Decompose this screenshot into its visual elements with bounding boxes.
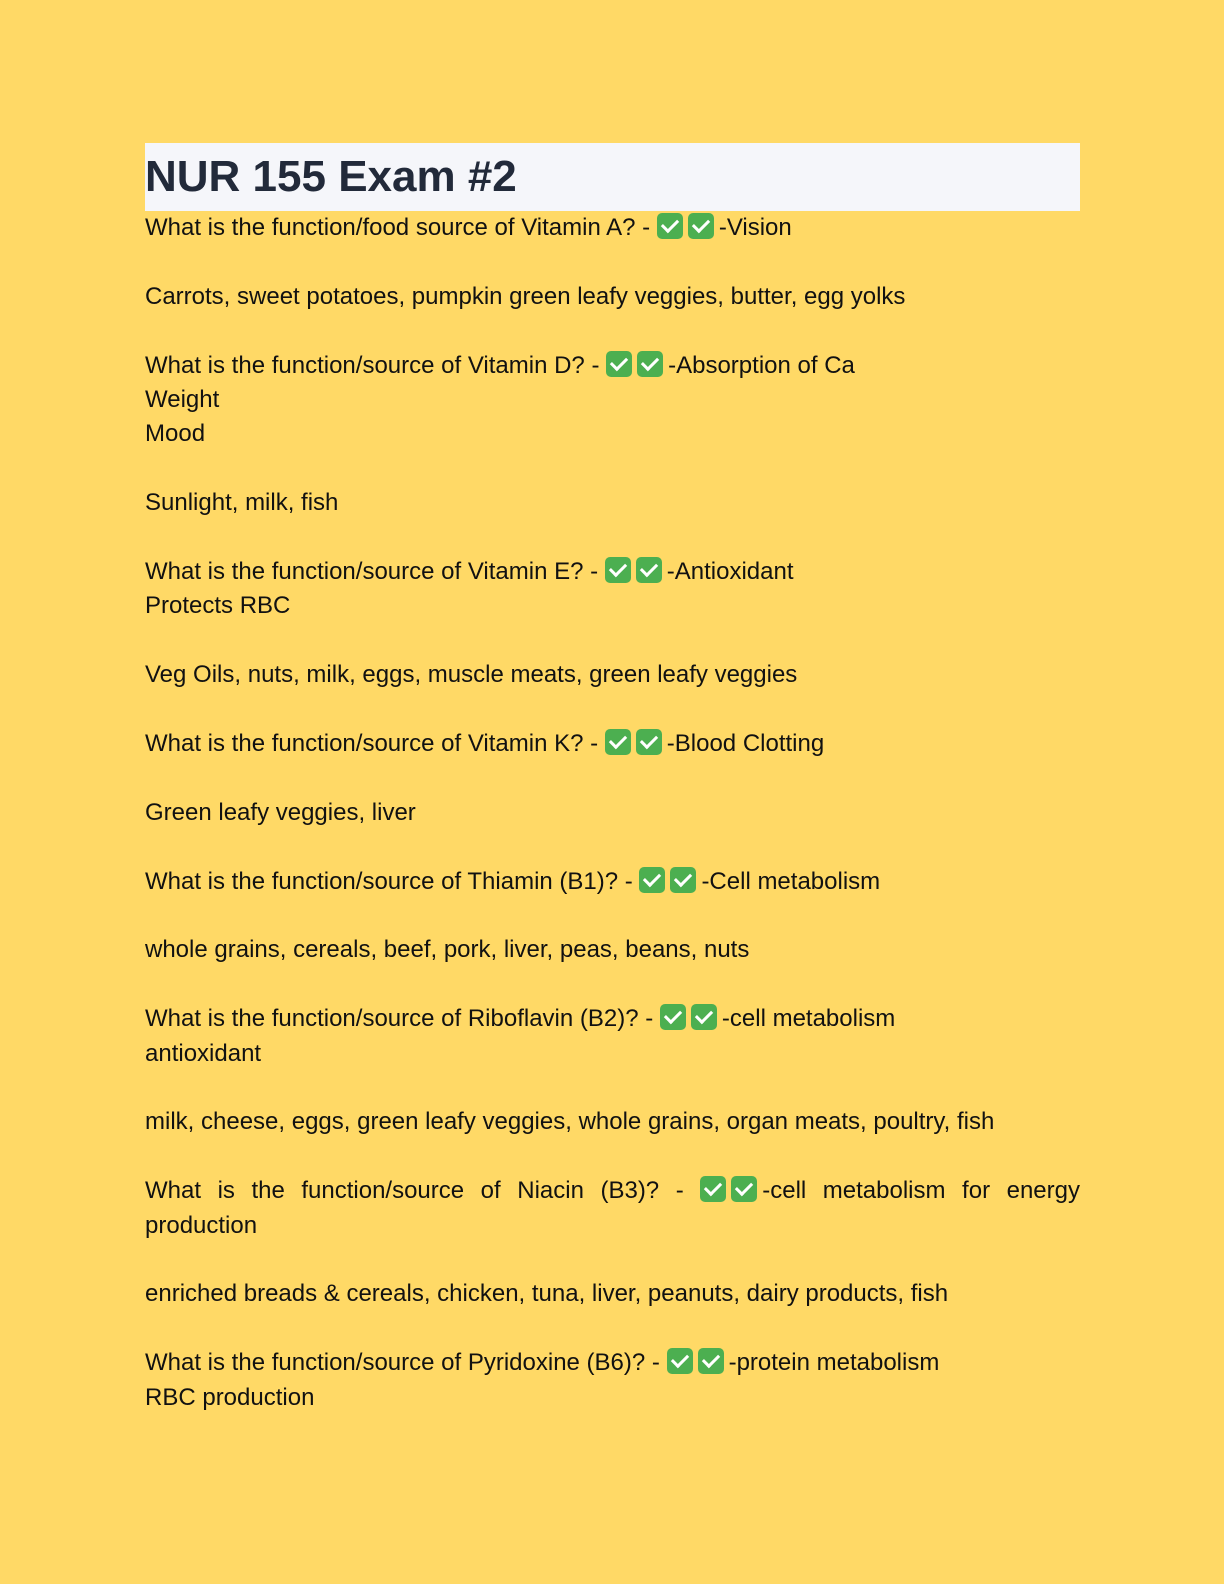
- source-paragraph: [145, 1105, 1080, 1139]
- document-page: [145, 143, 1080, 1449]
- flashcard: [145, 1002, 1080, 1071]
- question-text: What is the function/source of Vitamin K? -: [145, 730, 605, 757]
- answer-text: -Blood Clotting: [666, 730, 825, 757]
- answer-text: -cell metabolism for energy: [762, 1177, 1080, 1205]
- question-text: What is the function/source of Pyridoxine (B6)? -: [145, 1349, 667, 1377]
- check-mark-icon: [667, 1348, 693, 1374]
- check-mark-icon: [605, 557, 631, 583]
- question-text: What is the function/source of Riboflavin (B2)? -: [145, 1005, 660, 1033]
- question-text: What is the function/source of Niacin (B3)? -: [145, 1177, 701, 1205]
- source-paragraph: [145, 796, 1080, 830]
- check-mark-icon: [637, 351, 663, 377]
- check-mark-icon: [731, 1176, 757, 1202]
- answer-text: -protein metabolism: [728, 1349, 940, 1377]
- check-mark-icon: [636, 729, 662, 755]
- source-paragraph: [145, 486, 1080, 520]
- source-text: Green leafy veggies, liver: [145, 798, 416, 826]
- question-line: [145, 727, 1080, 761]
- question-line: [145, 211, 1080, 245]
- check-mark-icon: [660, 1004, 686, 1030]
- answer-marker: [639, 865, 701, 899]
- answer-marker: [700, 1174, 762, 1208]
- check-mark-icon: [605, 729, 631, 755]
- answer-marker: [657, 211, 719, 245]
- answer-marker: [660, 1002, 722, 1036]
- question-line: [145, 349, 1080, 383]
- question-line: [145, 1002, 1080, 1036]
- answer-marker: [667, 1346, 729, 1380]
- flashcard: [145, 865, 1080, 899]
- source-text: Veg Oils, nuts, milk, eggs, muscle meats, green leafy veggies: [145, 661, 798, 689]
- page-title: NUR 155 Exam #2: [145, 152, 517, 201]
- flashcard: [145, 211, 1080, 245]
- check-mark-icon: [636, 557, 662, 583]
- check-mark-icon: [639, 867, 665, 893]
- flashcard: [145, 349, 1080, 452]
- answer-marker: [605, 727, 667, 761]
- answer-line: production: [145, 1211, 258, 1239]
- check-mark-icon: [657, 213, 683, 239]
- answer-line: Protects RBC: [145, 592, 291, 620]
- answer-text: -Cell metabolism: [701, 867, 881, 895]
- source-paragraph: [145, 658, 1080, 692]
- source-text: Carrots, sweet potatoes, pumpkin green leafy veggies, butter, egg yolks: [145, 282, 906, 310]
- question-text: What is the function/source of Vitamin E? -: [145, 558, 605, 585]
- check-mark-icon: [698, 1348, 724, 1374]
- check-mark-icon: [700, 1176, 726, 1202]
- check-mark-icon: [691, 1004, 717, 1030]
- answer-text: -Absorption of Ca: [668, 351, 855, 379]
- flashcard: [145, 1346, 1080, 1415]
- flashcard: [145, 555, 1080, 624]
- answer-marker: [605, 555, 667, 589]
- question-line: [145, 1346, 1080, 1380]
- check-mark-icon: [688, 213, 714, 239]
- answer-line: RBC production: [145, 1383, 315, 1411]
- flashcard: [145, 727, 1080, 761]
- answer-text: -Vision: [718, 214, 792, 241]
- question-text: What is the function/food source of Vitamin A? -: [145, 214, 657, 241]
- answer-text: -cell metabolism: [721, 1005, 896, 1033]
- source-paragraph: [145, 280, 1080, 314]
- title-bar: [145, 143, 1080, 211]
- flashcard-list: [145, 211, 1080, 1415]
- answer-marker: [606, 349, 668, 383]
- answer-line: antioxidant: [145, 1039, 262, 1067]
- question-text: What is the function/source of Thiamin (B1)? -: [145, 867, 640, 895]
- answer-line: Weight: [145, 386, 220, 413]
- question-line: [145, 865, 1080, 899]
- source-text: enriched breads & cereals, chicken, tuna, liver, peanuts, dairy products, fish: [145, 1280, 949, 1308]
- question-line: [145, 1174, 1080, 1208]
- flashcard: [145, 1174, 1080, 1243]
- source-paragraph: [145, 1277, 1080, 1311]
- question-text: What is the function/source of Vitamin D? -: [145, 351, 607, 379]
- source-text: whole grains, cereals, beef, pork, liver, peas, beans, nuts: [145, 936, 750, 964]
- answer-text: -Antioxidant: [666, 558, 794, 585]
- question-line: [145, 555, 1080, 589]
- check-mark-icon: [606, 351, 632, 377]
- source-text: milk, cheese, eggs, green leafy veggies, whole grains, organ meats, poultry, fish: [145, 1108, 995, 1136]
- answer-line: Mood: [145, 420, 206, 448]
- check-mark-icon: [670, 867, 696, 893]
- source-paragraph: [145, 933, 1080, 967]
- source-text: Sunlight, milk, fish: [145, 489, 339, 517]
